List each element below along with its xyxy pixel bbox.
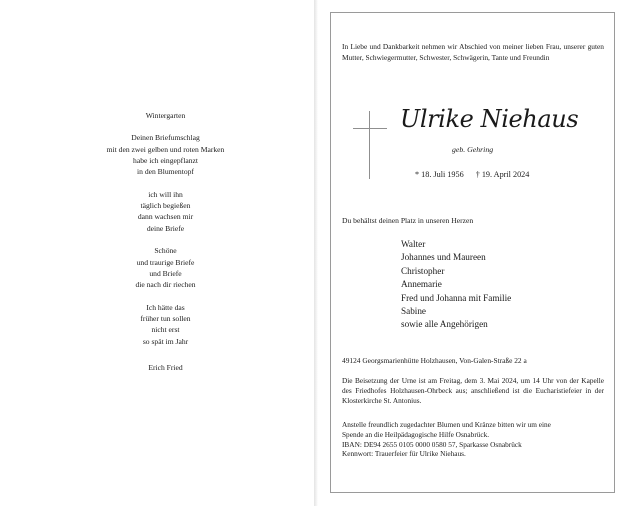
poem-line: Ich hätte das — [146, 302, 185, 312]
family-address: 49124 Georgsmarienhütte Holzhausen, Von-Galen-Straße 22 a — [342, 356, 527, 365]
mourner: Johannes und Maureen — [401, 252, 486, 263]
donation-line: Anstelle freundlich zugedachter Blumen und Kränze bitten wir um eine — [342, 420, 551, 429]
poem-line: deine Briefe — [146, 223, 185, 233]
poem-stanza — [58, 302, 273, 347]
mourner: Christopher — [401, 265, 445, 276]
mourner: Annemarie — [401, 279, 442, 290]
mourners-list — [401, 238, 511, 332]
intro-text: In Liebe und Dankbarkeit nehmen wir Abschied von meiner lieben Frau, unserer guten Mutter, Schwiegermutter, Schwester, Schwägerin, Tante und Freundin — [342, 42, 604, 63]
poem-line: nicht erst — [151, 325, 180, 335]
poem-title: Wintergarten — [145, 111, 186, 120]
poem-line: täglich begießen — [140, 201, 191, 211]
death-date: † 19. April 2024 — [475, 170, 530, 179]
poem-line: mit den zwei gelben und roten Marken — [106, 144, 225, 154]
mourner: Sabine — [401, 306, 427, 317]
mourner: Walter — [401, 239, 426, 249]
poem-line: ich will ihn — [148, 189, 183, 199]
poem-line: habe ich eingepflanzt — [133, 155, 198, 165]
poem-author: Erich Fried — [148, 362, 183, 372]
poem-line: früher tun sollen — [140, 314, 191, 324]
poem-line: und Briefe — [149, 268, 182, 278]
poem-stanza — [58, 132, 273, 177]
life-dates — [415, 170, 529, 179]
mourner: Fred und Johanna mit Familie — [401, 292, 512, 303]
donation-iban: IBAN: DE94 2655 0105 0000 0580 57, Sparkasse Osnabrück — [342, 439, 522, 449]
poem-line: dann wachsen mir — [137, 212, 194, 222]
cross-icon — [353, 111, 387, 179]
poem-line: so spät im Jahr — [142, 336, 189, 346]
poem-line: Deinen Briefumschlag — [131, 133, 200, 143]
donation-line: Spende an die Heilpädagogische Hilfe Osnabrück. — [342, 429, 490, 439]
poem-stanza — [58, 189, 273, 234]
deceased-name: Ulrike Niehaus — [400, 105, 579, 133]
poem-line: Schöne — [154, 246, 177, 256]
left-page — [0, 0, 314, 506]
funeral-info: Die Beisetzung der Urne ist am Freitag, dem 3. Mai 2024, um 14 Uhr von der Kapelle des Friedhofes Holzhausen-Ohrbeck aus; anschließend ist die Eucharistiefeier in der Klosterkirche St. Antonius. — [342, 376, 604, 405]
memorial-line: Du behältst deinen Platz in unseren Herzen — [342, 216, 474, 225]
donation-info — [342, 420, 604, 459]
maiden-name: geb. Gehring — [452, 145, 494, 154]
mourner: sowie alle Angehörigen — [401, 319, 488, 330]
poem-line: in den Blumentopf — [137, 167, 194, 177]
donation-keyword: Kennwort: Trauerfeier für Ulrike Niehaus. — [342, 449, 466, 459]
poem-line: und traurige Briefe — [136, 257, 195, 267]
poem-stanza — [58, 245, 273, 290]
poem — [58, 110, 273, 373]
birth-date: * 18. Juli 1956 — [415, 170, 464, 179]
poem-line: die nach dir riechen — [135, 280, 196, 290]
